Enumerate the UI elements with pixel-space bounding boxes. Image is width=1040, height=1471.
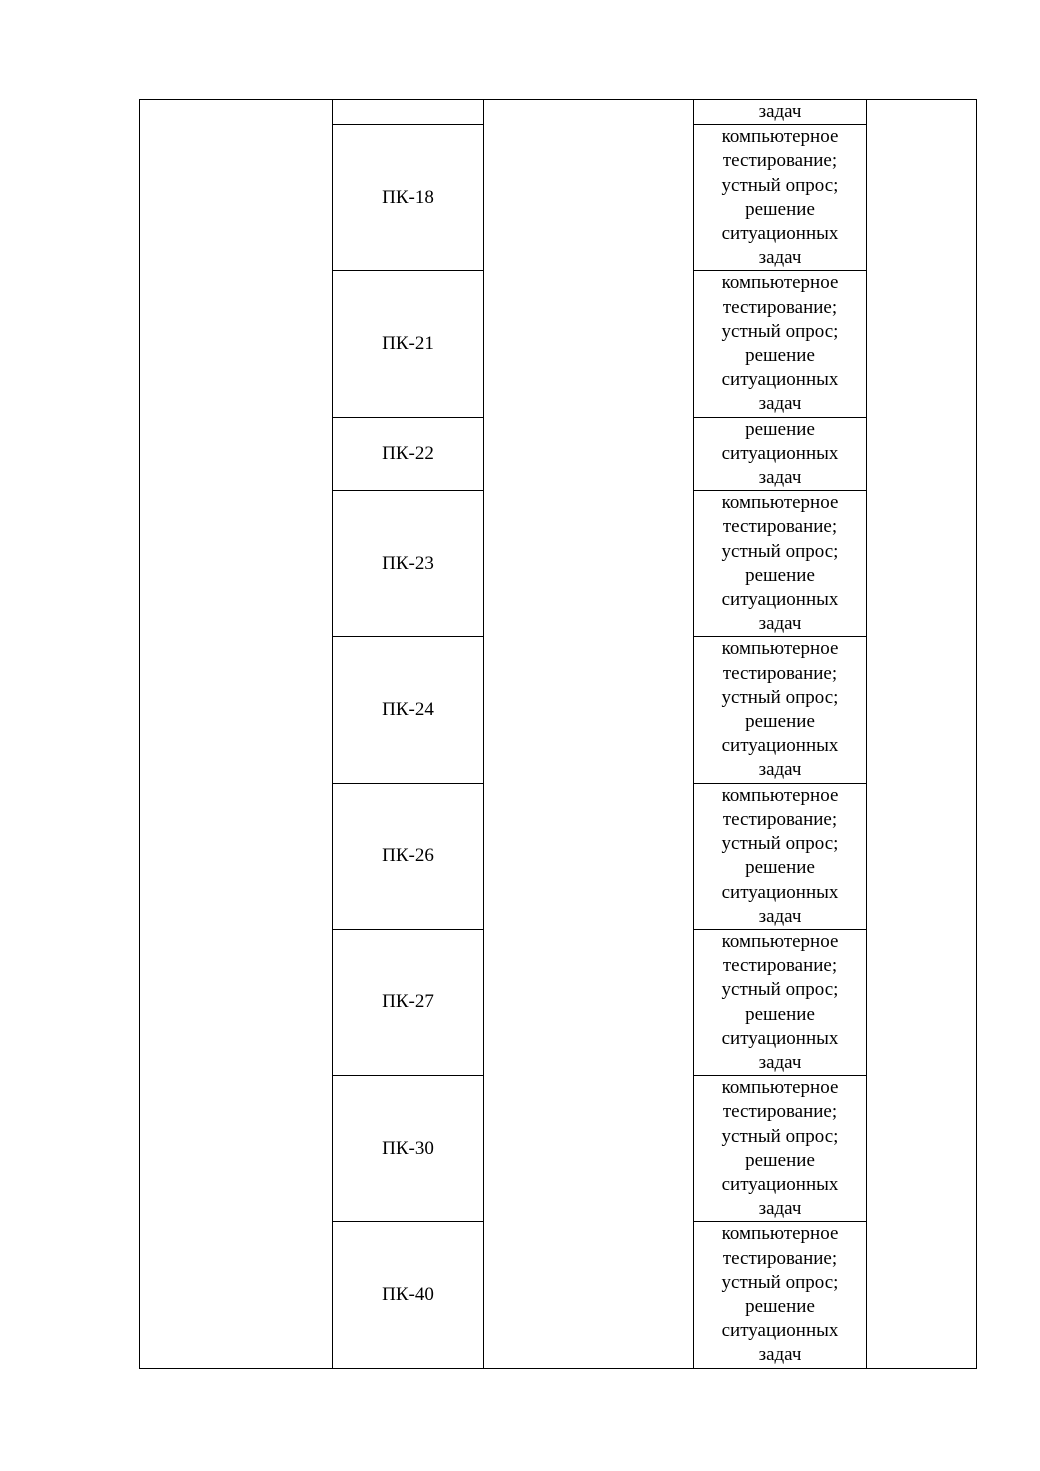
competency-table [139, 99, 977, 1369]
merged-notes-cell [867, 100, 977, 1369]
competency-table-container [139, 99, 976, 1366]
method-line: решение [745, 1149, 815, 1171]
method-line: решение [745, 564, 815, 586]
method-line: решение [745, 198, 815, 220]
method-line: компьютерное [721, 638, 839, 660]
method-line: решение [745, 418, 815, 440]
method-line: компьютерное [721, 1077, 839, 1099]
method-line: решение [745, 1295, 815, 1317]
method-line: решение [745, 1003, 815, 1025]
method-line: тестирование; [722, 296, 838, 318]
method-line: задач [758, 247, 802, 269]
method-line: решение [745, 857, 815, 879]
competency-code-cell [333, 100, 484, 125]
method-line: тестирование; [722, 516, 838, 538]
method-line: задач [758, 759, 802, 781]
method-line: решение [745, 711, 815, 733]
assessment-methods-cell [694, 637, 867, 783]
competency-code-cell: ПК-21 [333, 271, 484, 417]
competency-code-cell: ПК-18 [333, 125, 484, 271]
merged-content-cell [484, 100, 694, 1369]
assessment-methods-cell [694, 100, 867, 125]
method-line: компьютерное [721, 272, 839, 294]
method-line: задач [758, 1344, 802, 1366]
competency-code-cell: ПК-24 [333, 637, 484, 783]
competency-code-cell: ПК-40 [333, 1222, 484, 1368]
assessment-methods-cell [694, 783, 867, 929]
method-line: решение [745, 345, 815, 367]
method-line: ситуационных [721, 1320, 839, 1342]
method-line: задач [758, 1051, 802, 1073]
table-body [140, 100, 977, 1369]
method-line: устный опрос; [721, 833, 839, 855]
method-line: ситуационных [721, 1027, 839, 1049]
method-line: задач [758, 467, 802, 489]
method-line: ситуационных [721, 369, 839, 391]
method-line: тестирование; [722, 662, 838, 684]
method-line: устный опрос; [721, 174, 839, 196]
assessment-methods-cell [694, 1076, 867, 1222]
assessment-methods-cell [694, 491, 867, 637]
method-line: тестирование; [722, 1247, 838, 1269]
method-line: задач [758, 393, 802, 415]
table-row [140, 100, 977, 125]
method-line: ситуационных [721, 223, 839, 245]
method-line: устный опрос; [721, 320, 839, 342]
method-line: тестирование; [722, 808, 838, 830]
method-line: устный опрос; [721, 686, 839, 708]
method-line: задач [758, 101, 802, 122]
competency-code-cell: ПК-27 [333, 929, 484, 1075]
method-line: тестирование; [722, 955, 838, 977]
assessment-methods-cell [694, 929, 867, 1075]
competency-code-cell: ПК-22 [333, 417, 484, 491]
method-line: устный опрос; [721, 540, 839, 562]
method-line: устный опрос; [721, 1271, 839, 1293]
method-line: компьютерное [721, 930, 839, 952]
assessment-methods-cell [694, 1222, 867, 1368]
method-line: ситуационных [721, 1173, 839, 1195]
method-line: ситуационных [721, 735, 839, 757]
method-line: задач [758, 613, 802, 635]
method-line: задач [758, 1198, 802, 1220]
method-line: тестирование; [722, 150, 838, 172]
merged-section-cell [140, 100, 333, 1369]
method-line: устный опрос; [721, 1125, 839, 1147]
competency-code-cell: ПК-30 [333, 1076, 484, 1222]
method-line: компьютерное [721, 784, 839, 806]
method-line: компьютерное [721, 1223, 839, 1245]
method-line: устный опрос; [721, 979, 839, 1001]
method-line: тестирование; [722, 1101, 838, 1123]
method-line: задач [758, 905, 802, 927]
method-line: ситуационных [721, 589, 839, 611]
method-line: компьютерное [721, 126, 839, 148]
method-line: ситуационных [721, 881, 839, 903]
assessment-methods-cell [694, 417, 867, 491]
competency-code-cell: ПК-26 [333, 783, 484, 929]
assessment-methods-cell [694, 271, 867, 417]
assessment-methods-cell [694, 125, 867, 271]
competency-code-cell: ПК-23 [333, 491, 484, 637]
method-line: ситуационных [721, 442, 839, 464]
method-line: компьютерное [721, 492, 839, 514]
